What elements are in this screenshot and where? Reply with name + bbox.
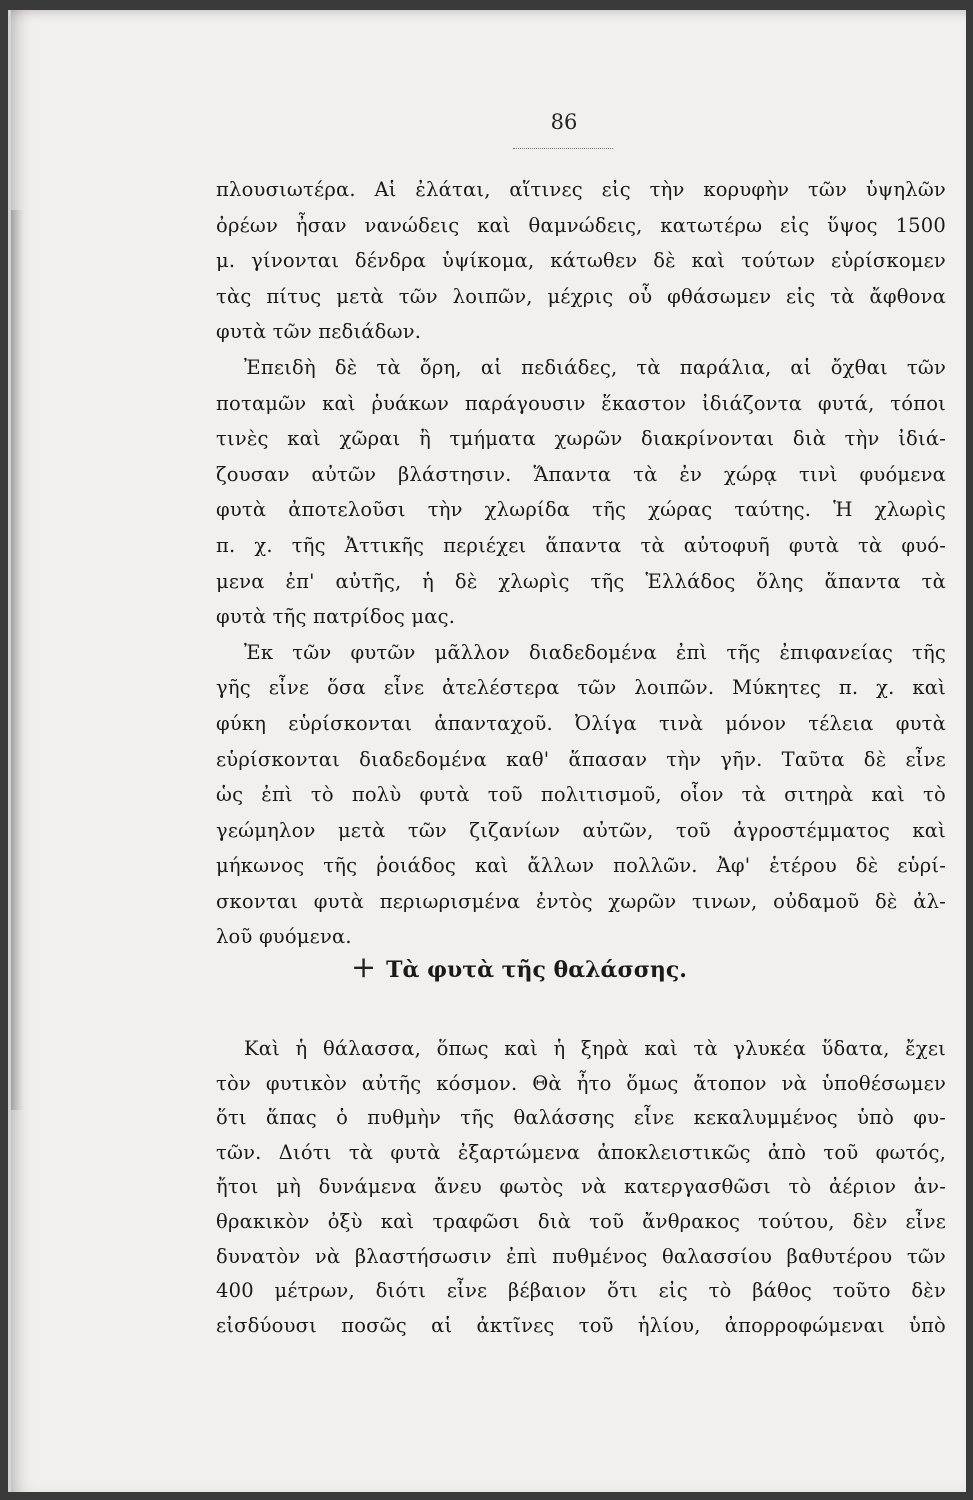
handwritten-cross-mark: + bbox=[351, 950, 377, 985]
text-line: εἰσδύουσι ποσῶς αἱ ἀκτῖνες τοῦ ἡλίου, ἀπορροφώμεναι ὑπὸ bbox=[216, 1313, 946, 1337]
page-number-rule bbox=[513, 148, 613, 149]
page-number: 86 bbox=[550, 110, 578, 134]
book-page bbox=[8, 10, 966, 1492]
text-line: δυνατὸν νὰ βλαστήσωσιν ἐπὶ πυθμένος θαλασσίου βαθυτέρου τῶν bbox=[216, 1244, 946, 1268]
text-line: π. χ. τῆς Ἀττικῆς περιέχει ἅπαντα τὰ αὐτοφυῆ φυτὰ τὰ φυό- bbox=[216, 533, 946, 557]
text-line: φυτὰ τῆς πατρίδος μας. bbox=[216, 605, 456, 629]
section-heading-text: Τὰ φυτὰ τῆς θαλάσσης. bbox=[386, 957, 687, 983]
text-line: ποταμῶν καὶ ῥυάκων παράγουσιν ἕκαστον ἰδιάζοντα φυτά, τόποι bbox=[216, 391, 946, 415]
text-line: ὅτι ἅπας ὁ πυθμὴν τῆς θαλάσσης εἶνε κεκαλυμμένος ὑπὸ φυ- bbox=[216, 1106, 946, 1130]
section-heading bbox=[351, 950, 771, 985]
text-line: τὸν φυτικὸν αὐτῆς κόσμον. Θὰ ἦτο ὅμως ἄτοπον νὰ ὑποθέσωμεν bbox=[216, 1071, 946, 1095]
top-text-block bbox=[216, 172, 946, 955]
text-line: γῆς εἶνε ὅσα εἶνε ἀτελέστερα τῶν λοιπῶν. Μύκητες π. χ. καὶ bbox=[216, 676, 946, 700]
text-line: ζουσαν αὐτῶν βλάστησιν. Ἅπαντα τὰ ἐν χώρᾳ τινὶ φυόμενα bbox=[216, 462, 946, 486]
text-line: πλουσιωτέρα. Αἱ ἐλάται, αἵτινες εἰς τὴν κορυφὴν τῶν ὑψηλῶν bbox=[216, 178, 946, 201]
text-line: φύκη εὑρίσκονται ἁπανταχοῦ. Ὀλίγα τινὰ μόνον τέλεια φυτὰ bbox=[216, 711, 946, 735]
text-line: τῶν. Διότι τὰ φυτὰ ἐξαρτώμενα ἀποκλειστικῶς ἀπὸ τοῦ φωτός, bbox=[216, 1140, 946, 1164]
text-line: ἤτοι μὴ δυνάμενα ἄνευ φωτὸς νὰ κατεργασθῶσι τὸ ἀέριον ἀν- bbox=[216, 1175, 946, 1199]
text-line: ὀρέων ἦσαν νανώδεις καὶ θαμνώδεις, κατωτέρω εἰς ὕψος 1500 bbox=[216, 213, 946, 237]
text-line: γεώμηλον μετὰ τῶν ζιζανίων αὐτῶν, τοῦ ἀγροστέμματος καὶ bbox=[216, 818, 946, 842]
page-fold-shadow bbox=[11, 210, 23, 1110]
text-line: 400 μέτρων, διότι εἶνε βέβαιον ὅτι εἰς τὸ βάθος τοῦτο δὲν bbox=[216, 1279, 946, 1303]
bottom-text-block bbox=[216, 1032, 946, 1343]
text-line: τινὲς καὶ χῶραι ἢ τμήματα χωρῶν διακρίνονται διὰ τὴν ἰδιά- bbox=[216, 427, 946, 451]
text-line: τὰς πίτυς μετὰ τῶν λοιπῶν, μέχρις οὗ φθάσωμεν εἰς τὰ ἄφθονα bbox=[216, 284, 946, 308]
text-line: μήκωνος τῆς ῥοιάδος καὶ ἄλλων πολλῶν. Ἀφ' ἑτέρου δὲ εὑρί- bbox=[216, 854, 946, 878]
text-line: μενα ἐπ' αὐτῆς, ἡ δὲ χλωρὶς τῆς Ἑλλάδος ὅλης ἅπαντα τὰ bbox=[216, 569, 946, 593]
text-line: φυτὰ τῶν πεδιάδων. bbox=[216, 320, 422, 344]
text-line: θρακικὸν ὀξὺ καὶ τραφῶσι διὰ τοῦ ἄνθρακος τούτου, δὲν εἶνε bbox=[216, 1209, 946, 1233]
text-line: εὑρίσκονται διαδεδομένα καθ' ἅπασαν τὴν γῆν. Ταῦτα δὲ εἶνε bbox=[216, 747, 946, 771]
text-line: ὡς ἐπὶ τὸ πολὺ φυτὰ τοῦ πολιτισμοῦ, οἷον τὰ σιτηρὰ καὶ τὸ bbox=[216, 783, 946, 807]
text-line: σκονται φυτὰ περιωρισμένα ἐντὸς χωρῶν τινων, οὐδαμοῦ δὲ ἀλ- bbox=[216, 889, 946, 913]
text-line: φυτὰ ἀποτελοῦσι τὴν χλωρίδα τῆς χώρας ταύτης. Ἡ χλωρὶς bbox=[216, 498, 946, 522]
text-line: Ἐπειδὴ δὲ τὰ ὄρη, αἱ πεδιάδες, τὰ παράλια, αἱ ὄχθαι τῶν bbox=[244, 355, 946, 379]
text-line: Ἐκ τῶν φυτῶν μᾶλλον διαδεδομένα ἐπὶ τῆς ἐπιφανείας τῆς bbox=[244, 640, 946, 664]
text-line: λοῦ φυόμενα. bbox=[216, 925, 352, 949]
text-line: μ. γίνονται δένδρα ὑψίκομα, κάτωθεν δὲ καὶ τούτων εὑρίσκομεν bbox=[216, 249, 946, 273]
text-line: Καὶ ἡ θάλασσα, ὅπως καὶ ἡ ξηρὰ καὶ τὰ γλυκέα ὕδατα, ἔχει bbox=[244, 1037, 946, 1060]
